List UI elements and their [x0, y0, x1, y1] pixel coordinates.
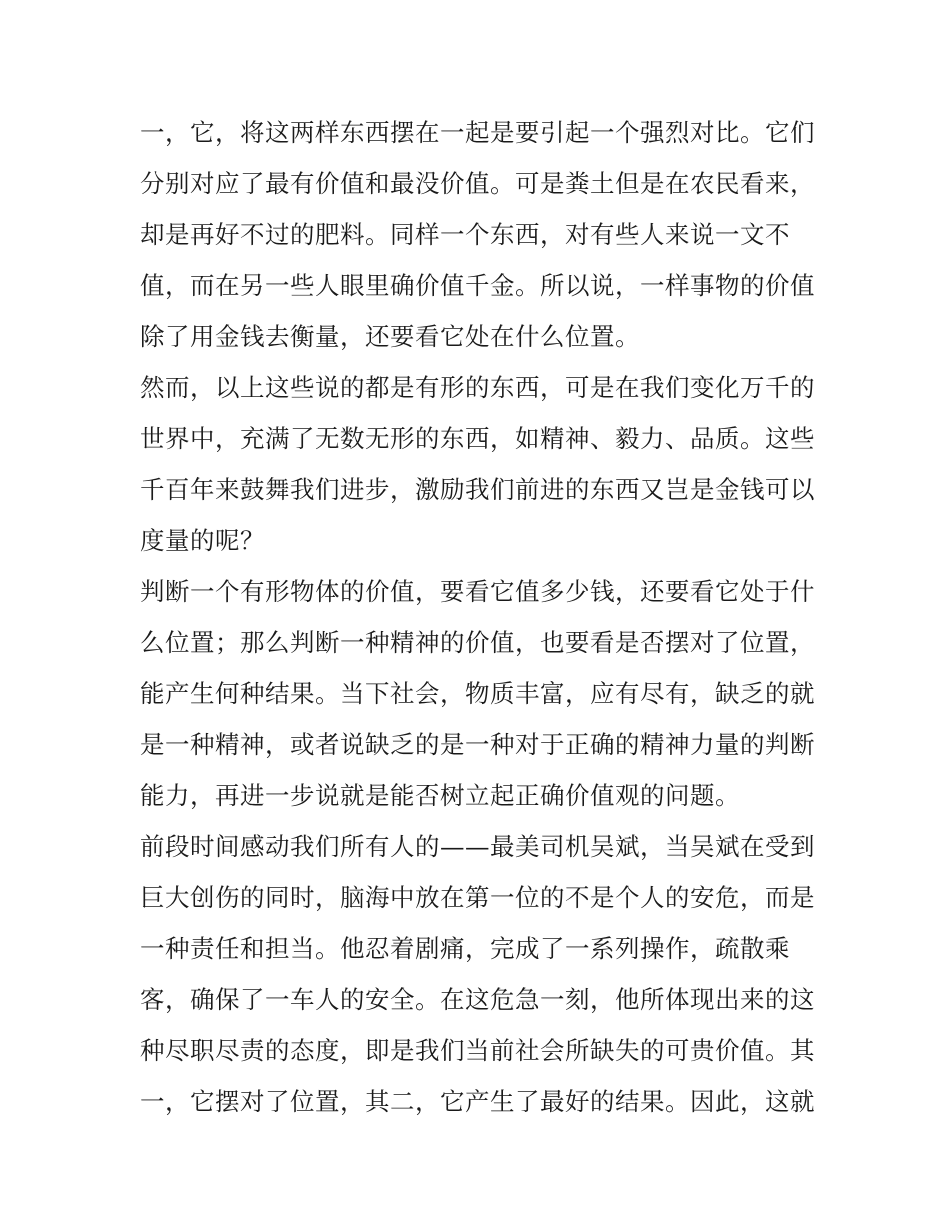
text-line: 一，它，将这两样东西摆在一起是要引起一个强烈对比。它们	[140, 118, 815, 147]
paragraph	[140, 821, 820, 1127]
text-line: 千百年来鼓舞我们进步，激励我们前进的东西又岂是金钱可以	[140, 475, 815, 504]
text-line: 却是再好不过的肥料。同样一个东西，对有些人来说一文不	[140, 220, 790, 249]
text-line: 值，而在另一些人眼里确价值千金。所以说，一样事物的价值	[140, 271, 815, 300]
text-line: 种尽职尽责的态度，即是我们当前社会所缺失的可贵价值。其	[140, 1036, 815, 1065]
paragraph	[140, 362, 820, 566]
text-line: 巨大创伤的同时，脑海中放在第一位的不是个人的安危，而是	[140, 883, 815, 912]
paragraph	[140, 107, 820, 362]
text-line: 判断一个有形物体的价值，要看它值多少钱，还要看它处于什	[140, 577, 815, 606]
text-line: 一，它摆对了位置，其二，它产生了最好的结果。因此，这就	[140, 1087, 815, 1116]
text-line: 分别对应了最有价值和最没价值。可是粪土但是在农民看来，	[140, 169, 815, 198]
text-line: 除了用金钱去衡量，还要看它处在什么位置。	[140, 322, 640, 351]
text-line: 能产生何种结果。当下社会，物质丰富，应有尽有，缺乏的就	[140, 679, 815, 708]
document-body	[140, 107, 820, 1127]
text-line: 能力，再进一步说就是能否树立起正确价值观的问题。	[140, 781, 740, 810]
text-line: 世界中，充满了无数无形的东西，如精神、毅力、品质。这些	[140, 424, 815, 453]
text-line: 一种责任和担当。他忍着剧痛，完成了一系列操作，疏散乘	[140, 934, 790, 963]
text-line: 么位置；那么判断一种精神的价值，也要看是否摆对了位置，	[140, 628, 815, 657]
paragraph	[140, 566, 820, 821]
text-line: 前段时间感动我们所有人的——最美司机吴斌，当吴斌在受到	[140, 832, 815, 861]
text-line: 然而，以上这些说的都是有形的东西，可是在我们变化万千的	[140, 373, 815, 402]
text-line: 是一种精神，或者说缺乏的是一种对于正确的精神力量的判断	[140, 730, 815, 759]
text-line: 客，确保了一车人的安全。在这危急一刻，他所体现出来的这	[140, 985, 815, 1014]
text-line: 度量的呢？	[140, 526, 265, 555]
